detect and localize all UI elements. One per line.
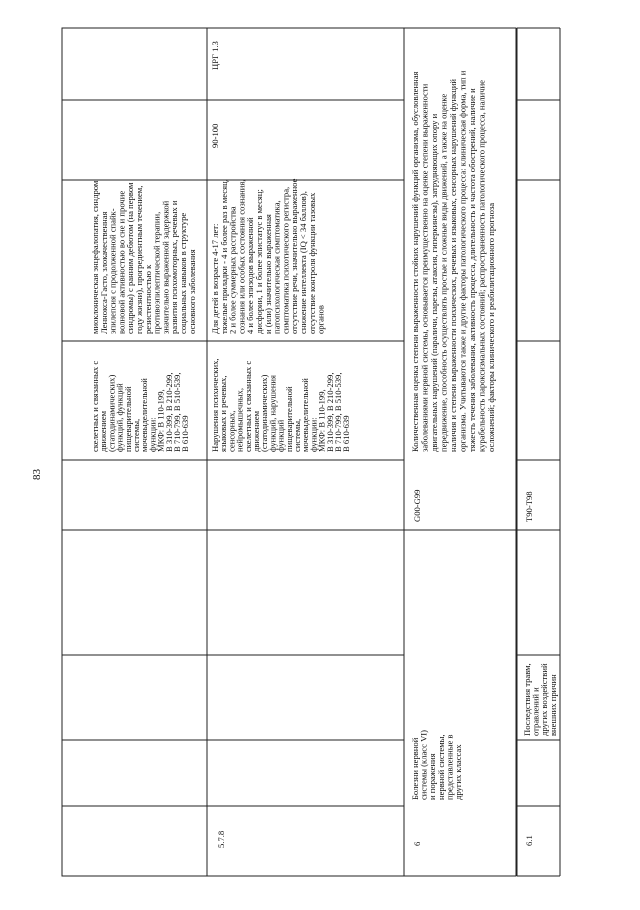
row1-disorders-cell	[90, 361, 190, 452]
row4-number: 6.1	[524, 835, 534, 846]
class-note-cell	[410, 70, 496, 452]
row1-criteria-line: противоэпилептической терапии,	[151, 211, 162, 334]
row1-criteria-line: социальных навыков в структуре	[178, 212, 188, 334]
row1-disorders-line: B 710-799, B 510-539,	[172, 372, 182, 452]
class-note-line: организма. Учитываются также и другие факторы патологического процесса: клиническая форма, тип и	[457, 70, 468, 452]
row2-criteria-cell	[210, 178, 326, 334]
row1-criteria-line: основного заболевания	[186, 249, 197, 334]
row2-disorders-line: скелетных и связанных с	[242, 360, 253, 452]
row2-disorders-line: функции:	[308, 417, 319, 452]
row2-number: 5.7.8	[216, 830, 226, 848]
class-note-line: осложнений; факторы клинического и реабилитационного прогноза	[486, 202, 496, 452]
row2-disorders-line: системы,	[292, 418, 302, 452]
class-note-line: курабельность пароксизмальных состояний; распространенность патологического процесса, наличие	[476, 80, 487, 452]
row4-codes: T90-T98	[524, 491, 534, 522]
row1-disorders-line: мочевыделительной	[139, 378, 150, 452]
row1-disorders-line: B 610-639	[180, 415, 191, 452]
row4-col3-line: Последствия травм,	[522, 663, 532, 736]
row2-group: ЦРГ 1.3	[210, 41, 220, 70]
row2-disorders-line: нейромышечных,	[234, 387, 245, 452]
row1-criteria-line: году жизни), прогредиентным течением,	[134, 185, 144, 334]
row1-disorders-line: МКФ: B 110-199,	[155, 389, 166, 452]
row2-criteria-line: 4 и более эпизодов выраженной	[245, 217, 256, 334]
row2-criteria-line: тяжелые приладки - 4 и более раз в месяц,	[218, 179, 229, 334]
row3-title-line: и поражения	[427, 753, 438, 800]
row2-disorders-line: языковых и речевых,	[218, 375, 229, 452]
row2-disorders-cell	[210, 358, 351, 452]
row3-title-line: других классах	[453, 744, 463, 800]
row1-disorders-line: пищеварительной	[122, 386, 133, 452]
row1-disorders-line: B 310-399, B 210-299,	[163, 372, 174, 452]
row2-criteria-line: и (или) значительно выраженная	[262, 214, 273, 334]
row2-disorders-line: B 610-639	[341, 415, 352, 452]
row2-disorders-line: Нарушения психических,	[210, 358, 220, 452]
row1-disorders-line: скелетных и связанных с	[90, 360, 100, 452]
row2-criteria-line: отсутствие речи, значительно выраженное	[289, 178, 300, 334]
row1-criteria-line: развития психомоторных, речевых и	[169, 200, 180, 334]
row1-disorders-line: функций, функций	[114, 383, 125, 452]
row1-criteria-line: миоклоническая энцефалопатия, синдром	[90, 180, 100, 334]
row2-criteria-line: сознания или особых состояния сознания,	[236, 179, 247, 334]
class-note-line: двигательных нарушений (параличи, парезы, атаксия, гиперкинезы), затрудняющих опору и	[429, 113, 439, 452]
row3-number: 6	[412, 841, 422, 846]
row2-criteria-line: симптоматика психотического регистра,	[280, 186, 291, 334]
row2-disorders-line: сенсорных,	[226, 410, 237, 452]
row1-criteria-line: волновой активностью во сне и прочие	[116, 190, 127, 334]
row2-criteria-line: органов	[315, 305, 326, 334]
row1-disorders-line: (статодинамических)	[106, 374, 117, 452]
row1-criteria-cell	[90, 180, 197, 334]
row3-title-line: представленные в	[444, 734, 455, 800]
row1-criteria-line: эпилепсия с продолженной спайк-	[107, 208, 118, 334]
row1-disorders-line: функции:	[147, 417, 158, 452]
row2-disorders-line: (статодинамических)	[259, 374, 270, 452]
row3-title-line: Болезни нервной	[410, 737, 420, 800]
row1-criteria-line: Леннокса-Гасто, злокачественная	[98, 211, 109, 334]
row4-col3-line: отравлений и	[530, 687, 541, 736]
row2-criteria-line: дисфории, 1 и более эпистатус в месяц;	[254, 189, 264, 334]
row1-disorders-line: движением	[98, 410, 109, 452]
class-note-line: Количественная оценка степени выраженности стойких нарушений функций организма, обусловленная	[410, 71, 420, 452]
row2-percent: 90-100	[210, 123, 220, 148]
row2-criteria-line: 2 и более суммерных расстройства	[227, 206, 238, 334]
row2-disorders-line: B 710-799, B 510-539,	[333, 372, 343, 452]
row1-criteria-line: значительно выраженной задержкой	[160, 200, 171, 334]
row2-criteria-line: снижение интеллекта (IQ < 34 баллов),	[298, 191, 308, 334]
row2-criteria-line: патопсихологическая симптоматика,	[271, 200, 282, 334]
row2-disorders-line: функций	[275, 419, 286, 452]
row4-col3-line: других воздействий	[539, 663, 550, 736]
class-note-line: тяжесть течения заболевания, активность процесса, длительность и частота обострений, наличие и	[467, 88, 477, 452]
page-number: 83	[31, 469, 43, 480]
row3-codes: G00-G99	[412, 489, 422, 522]
row3-title-line: нервной системы,	[435, 734, 446, 800]
row2-disorders-line: движением	[251, 410, 261, 452]
row1-criteria-line: резистентностью к	[142, 264, 153, 334]
class-note-line: передвижение, способность осуществлять простые и сложные виды движений, а также на оценке	[438, 93, 449, 452]
row1-criteria-line: синдромы) с ранним дебютом (на первом	[125, 182, 136, 334]
row2-criteria-line: отсутствие контроля функции тазовых	[306, 192, 317, 334]
class-note-line: наличия и степени выраженности психических, речевых и языковых, сенсорных нарушений функций	[448, 78, 458, 452]
row2-disorders-line: МКФ: B 110-199,	[316, 389, 327, 452]
row2-criteria-line: Для детей в возрасте 4-17 лет:	[210, 223, 220, 334]
row2-disorders-line: мочевыделительной	[300, 378, 311, 452]
row3-title-cell	[410, 730, 463, 800]
row4-col3-cell	[522, 663, 558, 736]
row2-disorders-line: B 310-399, B 210-299,	[324, 372, 335, 452]
row3-title-line: системы (класс VI)	[418, 729, 429, 800]
row4-col3-line: внешних причин	[547, 674, 558, 736]
class-note-line: заболеваниями нервной системы, основывается преимущественно на оценке степени выраженности	[419, 83, 430, 452]
row1-disorders-line: системы,	[131, 418, 141, 452]
row2-disorders-line: функций, нарушения	[267, 375, 278, 452]
row2-disorders-line: пищеварительной	[283, 386, 294, 452]
